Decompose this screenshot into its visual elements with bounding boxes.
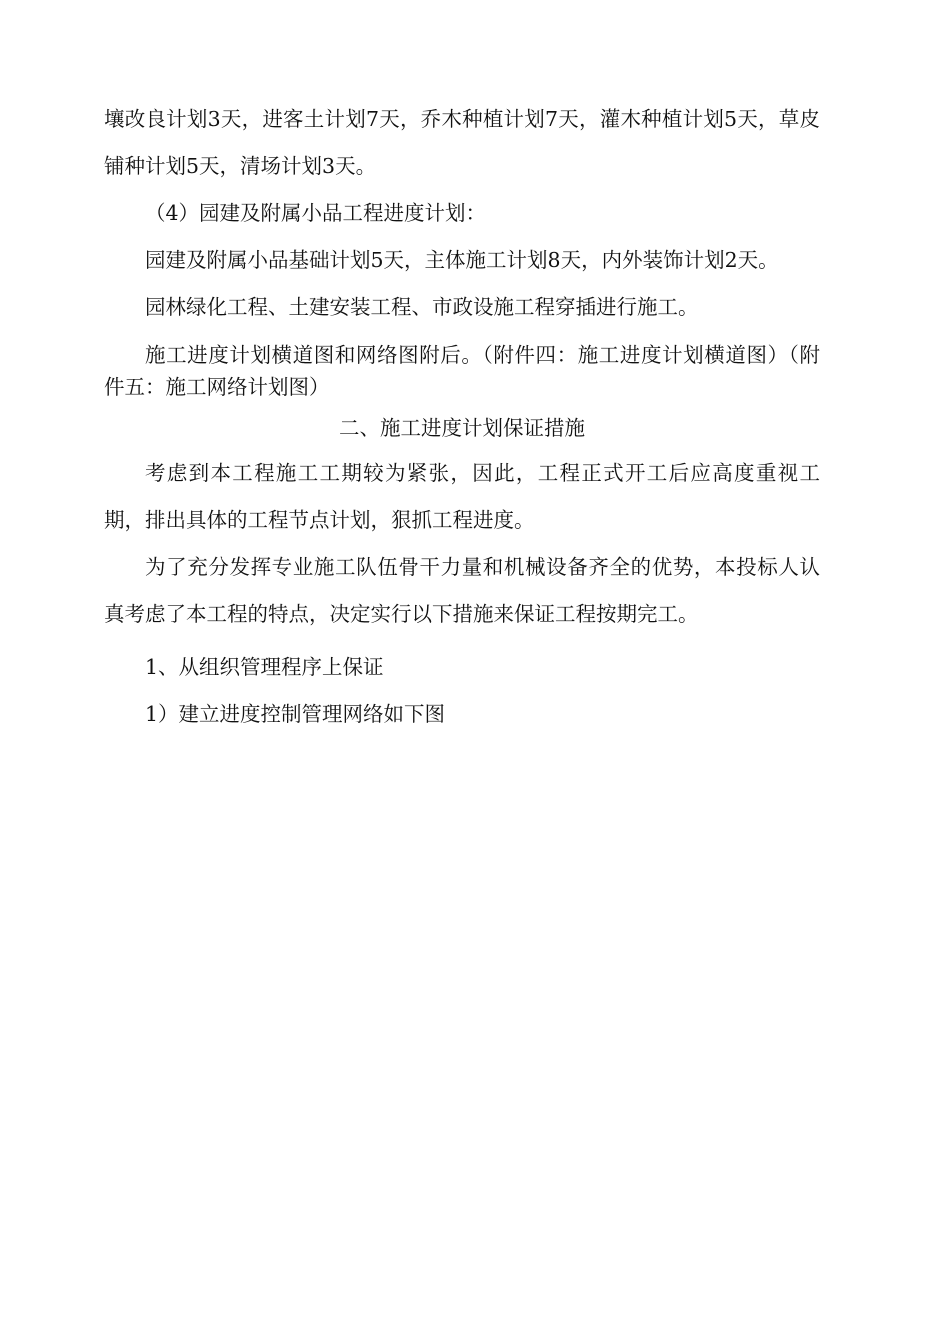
paragraph-item-organizational-management: 1、从组织管理程序上保证 — [145, 655, 384, 679]
paragraph-tight-schedule: 考虑到本工程施工工期较为紧张，因此，工程正式开工后应高度重视工期，排出具体的工程节点计划，狠抓工程进度。 — [104, 461, 820, 532]
paragraph-continuation-schedule: 壤改良计划3天，进客土计划7天，乔木种植计划7天，灌木种植计划5天，草皮铺种计划5天，清场计划3天。 — [104, 107, 820, 178]
paragraph-attachments-note: 施工进度计划横道图和网络图附后。（附件四：施工进度计划横道图）（附件五：施工网络计划图） — [104, 343, 820, 399]
paragraph-measures-intro: 为了充分发挥专业施工队伍骨干力量和机械设备齐全的优势，本投标人认真考虑了本工程的特点，决定实行以下措施来保证工程按期完工。 — [104, 555, 820, 626]
paragraph-subheading-landscape-structures: （4）园建及附属小品工程进度计划： — [145, 201, 487, 225]
section-heading-schedule-guarantee: 二、施工进度计划保证措施 — [339, 416, 585, 440]
paragraph-landscape-structures-schedule: 园建及附属小品基础计划5天，主体施工计划8天，内外装饰计划2天。 — [145, 248, 779, 272]
paragraph-item-control-network: 1）建立进度控制管理网络如下图 — [145, 702, 446, 726]
document-body — [104, 96, 820, 738]
paragraph-interleaved-construction: 园林绿化工程、土建安装工程、市政设施工程穿插进行施工。 — [145, 295, 699, 319]
